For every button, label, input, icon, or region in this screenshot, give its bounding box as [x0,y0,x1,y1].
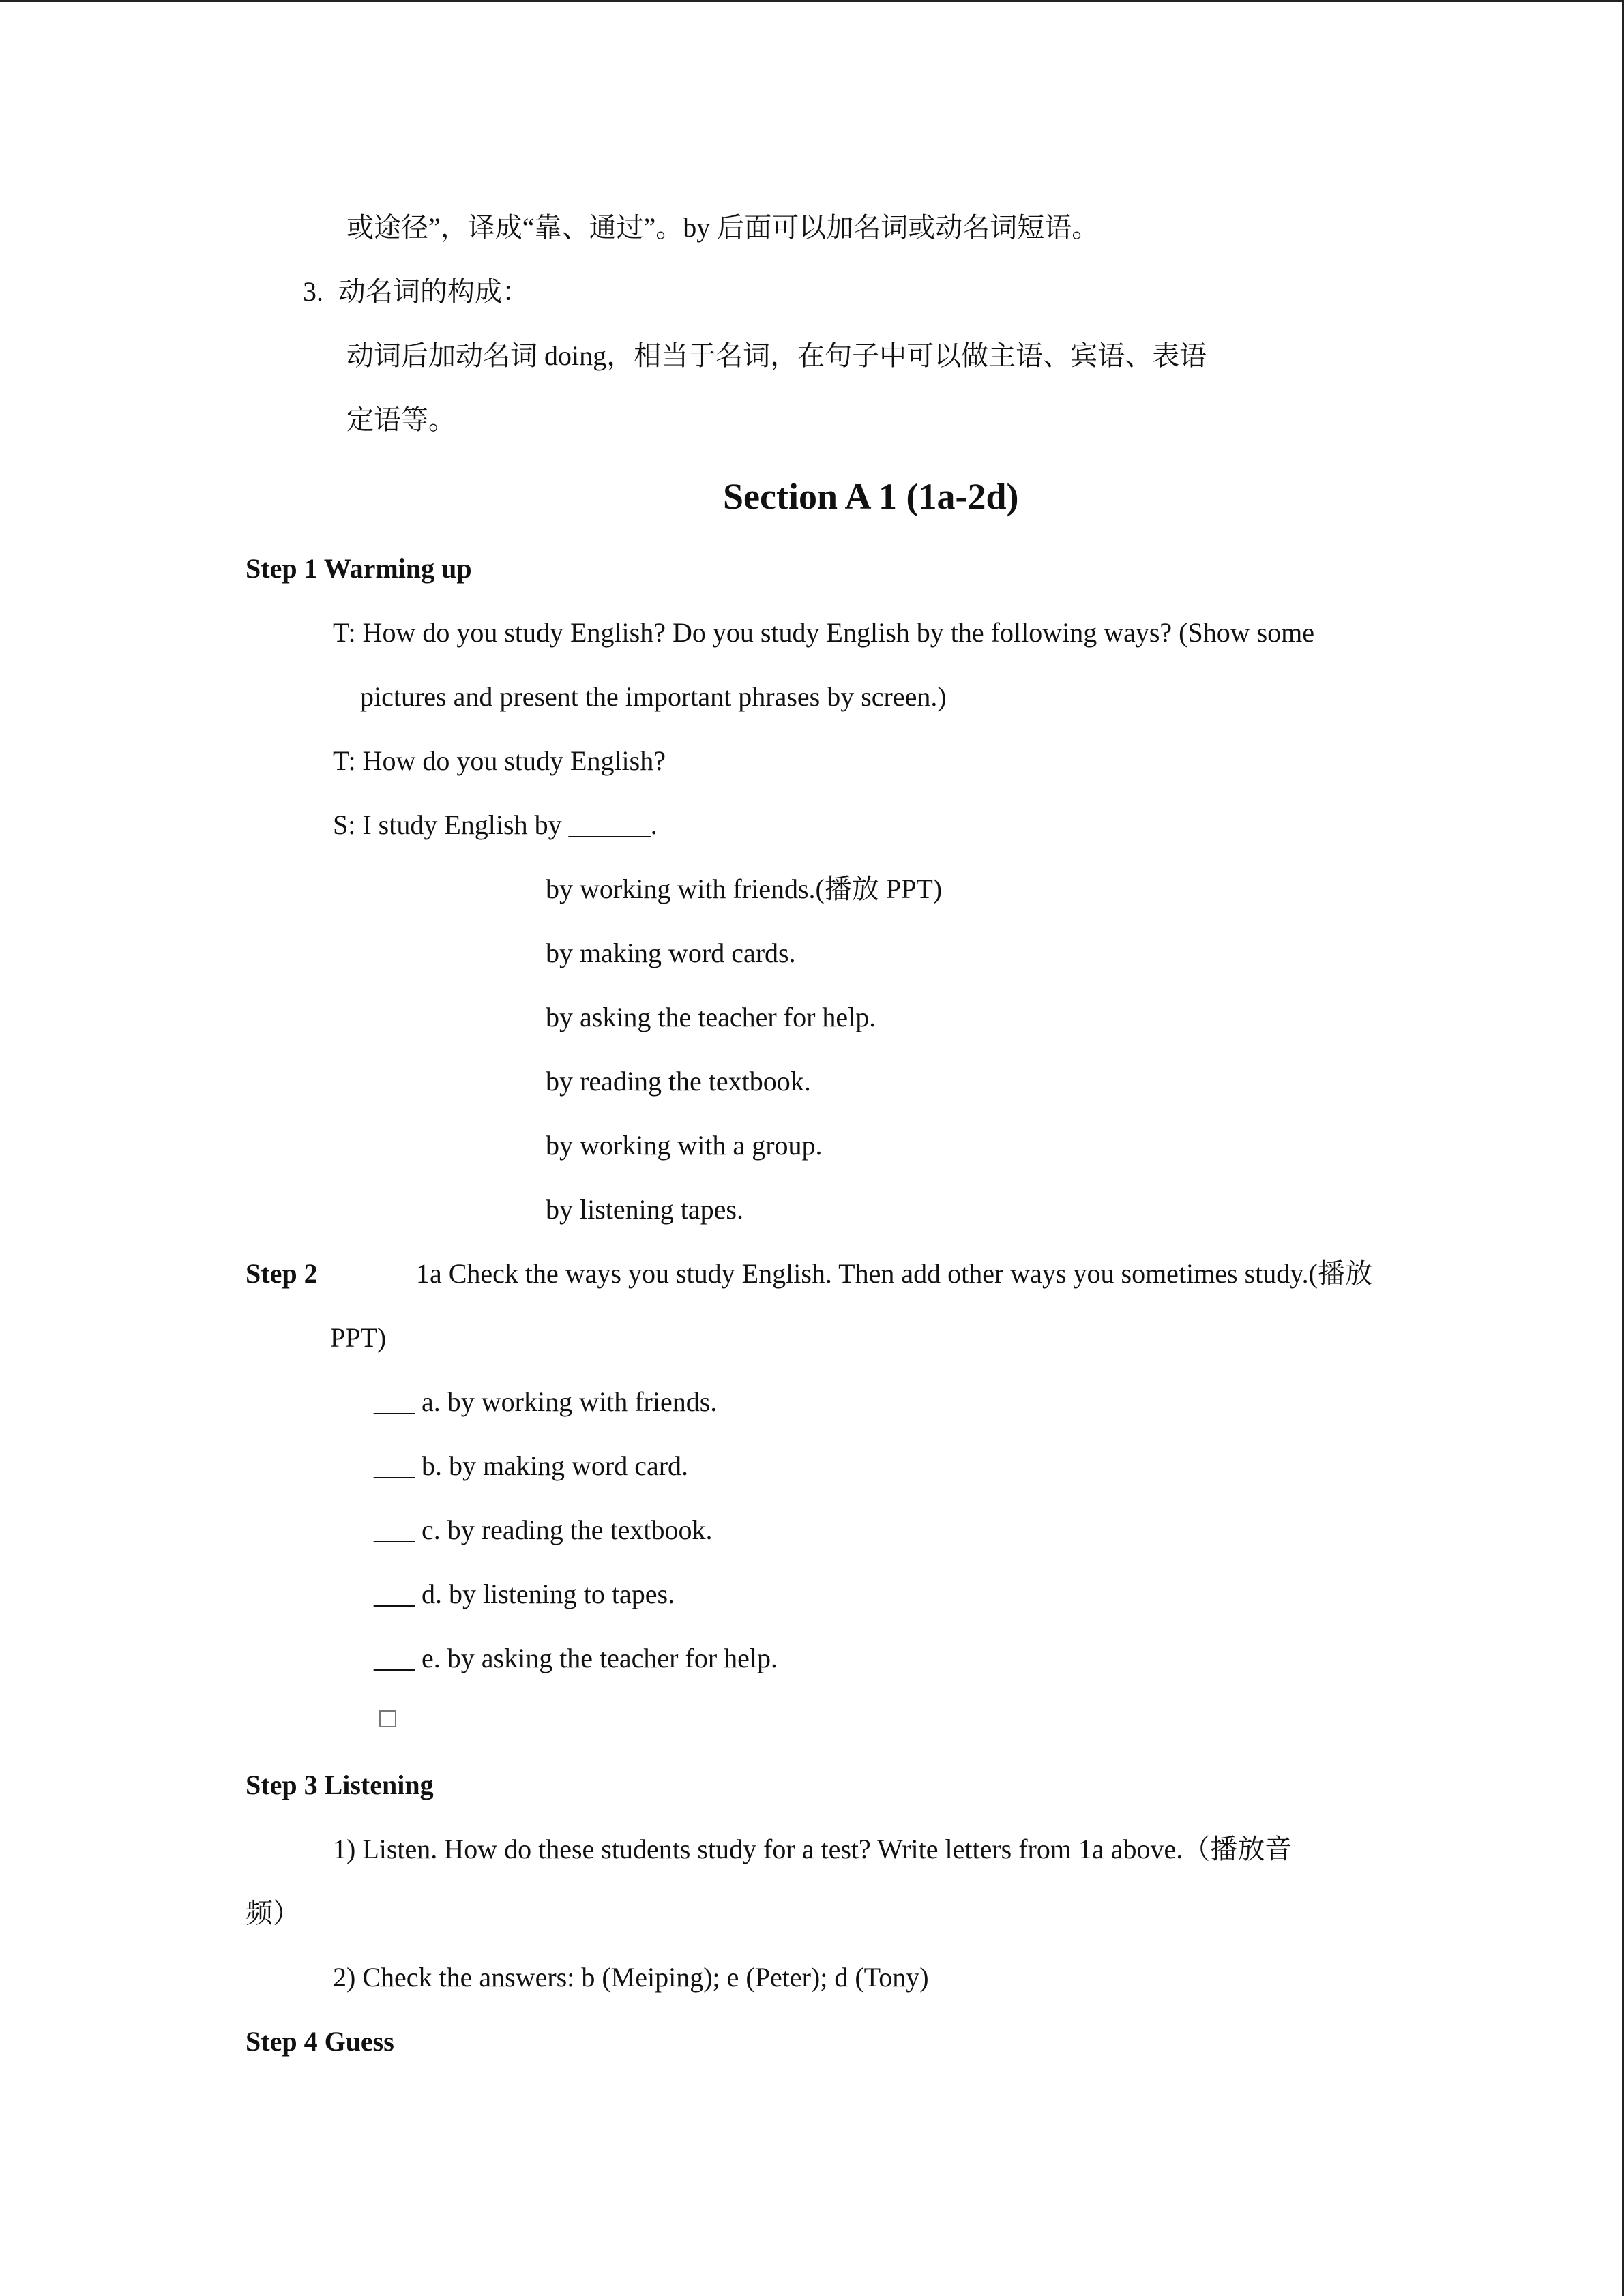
step1-teacher-question-1 [333,615,1378,651]
way-item: by making word cards. [546,938,796,968]
grammar-note-number-3: 3. [303,276,323,307]
check-option: ___ b. by making word card. [374,1450,689,1481]
check-option: ___ e. by asking the teacher for help. [374,1643,778,1673]
step2-heading-line [246,1256,1372,1292]
step4-heading: Step 4 Guess [246,2026,394,2057]
way-item: by working with a group. [546,1130,823,1161]
step2-heading-text: 1a Check the ways you study English. Then add other ways you sometimes study.(播放 [415,1258,1372,1289]
step1-student-answer: S: I study English by ______. [333,809,658,840]
step1-heading: Step 1 Warming up [246,553,472,584]
grammar-note-line-4: 定语等。 [346,404,456,435]
step2-heading-cont: PPT) [330,1322,387,1353]
grammar-note-line-3: 动词后加动名词 doing，相当于名词，在句子中可以做主语、宾语、表语 [346,340,1207,371]
step3-instruction-1-cont: 频） [246,1898,300,1928]
grammar-note-line-1: 或途径”，译成“靠、通过”。by 后面可以加名词或动名词短语。 [346,212,1099,243]
step1-teacher-question-1-text: T: How do you study English? Do you study English by the following ways? (Show some [333,617,1315,648]
section-title: Section A 1 (1a-2d) [723,476,1019,517]
way-item: by reading the textbook. [546,1066,811,1097]
step3-instruction-1-text: 1) Listen. How do these students study for a test? Write letters from 1a above.（播放音 [333,1834,1293,1864]
way-item: by asking the teacher for help. [546,1002,876,1032]
step1-teacher-question-2: T: How do you study English? [333,745,666,776]
way-item: by working with friends.(播放 PPT) [546,874,943,904]
step2-heading-label: Step 2 [246,1258,318,1289]
empty-checkbox-icon [379,1710,396,1727]
step3-answers: 2) Check the answers: b (Meiping); e (Peter); d (Tony) [333,1962,929,1993]
check-option: ___ c. by reading the textbook. [374,1515,713,1545]
grammar-note-heading-gerund: 动名词的构成： [338,276,529,307]
way-item: by listening tapes. [546,1194,743,1225]
step3-instruction-1 [333,1832,1378,1867]
step1-teacher-question-1-cont: pictures and present the important phrases by screen.) [360,681,947,712]
check-option: ___ d. by listening to tapes. [374,1579,675,1609]
check-option: ___ a. by working with friends. [374,1386,718,1417]
page-border-top [0,0,1624,2]
step3-heading: Step 3 Listening [246,1770,434,1800]
